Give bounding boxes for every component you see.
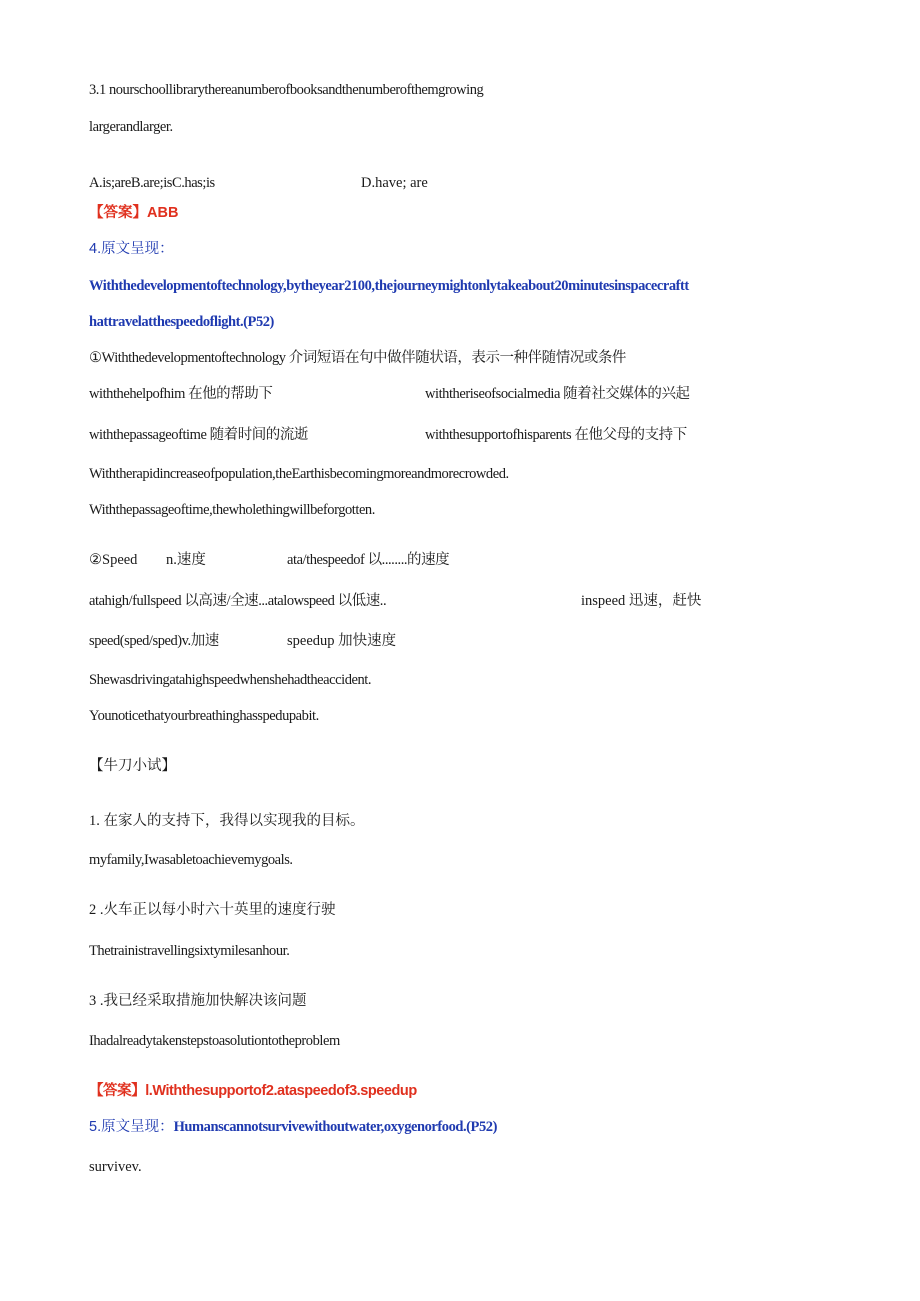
s4-example-b: withtheriseofsocialmedia 随着社交媒体的兴起 bbox=[425, 386, 690, 402]
practice-3-en: Ihadalreadytakenstepstoasolutiontotheproblem bbox=[89, 1033, 340, 1049]
s4-example-d: withthesupportofhisparents 在他父母的支持下 bbox=[425, 427, 687, 443]
s4-example-a: withthehelpofhim 在他的帮助下 bbox=[89, 386, 273, 402]
s4-quote-line2: hattravelatthespeedoflight.(P52) bbox=[89, 314, 274, 330]
s5-word: survivev. bbox=[89, 1159, 142, 1175]
practice-2-en: Thetrainistravellingsixtymilesanhour. bbox=[89, 943, 290, 959]
s4-answer: 【答案】l.Withthesupportof2.ataspeedof3.speedup bbox=[89, 1083, 417, 1099]
s4-sentence2: Withthepassageoftime,thewholethingwillbeforgotten. bbox=[89, 502, 375, 518]
s4-phrase-b: inspeed 迅速，赶快 bbox=[581, 593, 702, 609]
s5-quote: Humanscannotsurvivewithoutwater,oxygenorfood.(P52) bbox=[173, 1119, 497, 1135]
s5-heading: 5.原文呈现： bbox=[89, 1119, 174, 1135]
q3-options: A.is;areB.are;isC.has;is bbox=[89, 175, 215, 191]
s4-phrase-c: speed(sped/sped)v.加速 bbox=[89, 633, 219, 649]
s4-example-c: withthepassageoftime 随着时间的流逝 bbox=[89, 427, 308, 443]
s4-sentence4: Younoticethatyourbreathinghasspedupabit. bbox=[89, 708, 319, 724]
q3-line1: 3.1 nourschoollibrarythereanumberofbooksandthenumberofthemgrowing bbox=[89, 82, 484, 98]
s4-heading: 4.原文呈现： bbox=[89, 241, 174, 257]
q3-line2: largerandlarger. bbox=[89, 119, 173, 135]
s4-note2-label: ②Speed bbox=[89, 552, 138, 568]
practice-1-en: myfamily,Iwasabletoachievemygoals. bbox=[89, 852, 293, 868]
s4-quote-line1: Withthedevelopmentoftechnology,bytheyear2100,thejourneymightonlytakeabout20minutesinspacecraftt bbox=[89, 278, 689, 294]
s4-phrase-a: atahigh/fullspeed 以高速/全速...atalowspeed 以低速.. bbox=[89, 593, 387, 609]
s4-note2-pos: n.速度 bbox=[166, 552, 206, 568]
s4-phrase-d: speedup 加快速度 bbox=[287, 633, 397, 649]
practice-title: 【牛刀小试】 bbox=[89, 758, 176, 774]
s4-note2-phrase: ata/thespeedof 以........的速度 bbox=[287, 552, 450, 568]
s4-note1: ①Withthedevelopmentoftechnology 介词短语在句中做伴随状语，表示一种伴随情况或条件 bbox=[89, 350, 626, 366]
practice-3-cn: 3 .我已经采取措施加快解决该问题 bbox=[89, 993, 307, 1009]
q3-answer: 【答案】ABB bbox=[89, 205, 179, 221]
s4-sentence3: Shewasdrivingatahighspeedwhenshehadtheaccident. bbox=[89, 672, 372, 688]
practice-1-cn: 1. 在家人的支持下，我得以实现我的目标。 bbox=[89, 813, 365, 829]
s4-sentence1: Withtherapidincreaseofpopulation,theEarthisbecomingmoreandmorecrowded. bbox=[89, 466, 509, 482]
s5-line bbox=[89, 1120, 497, 1135]
q3-option-d: D.have; are bbox=[361, 175, 428, 191]
practice-2-cn: 2 .火车正以每小时六十英里的速度行驶 bbox=[89, 902, 336, 918]
